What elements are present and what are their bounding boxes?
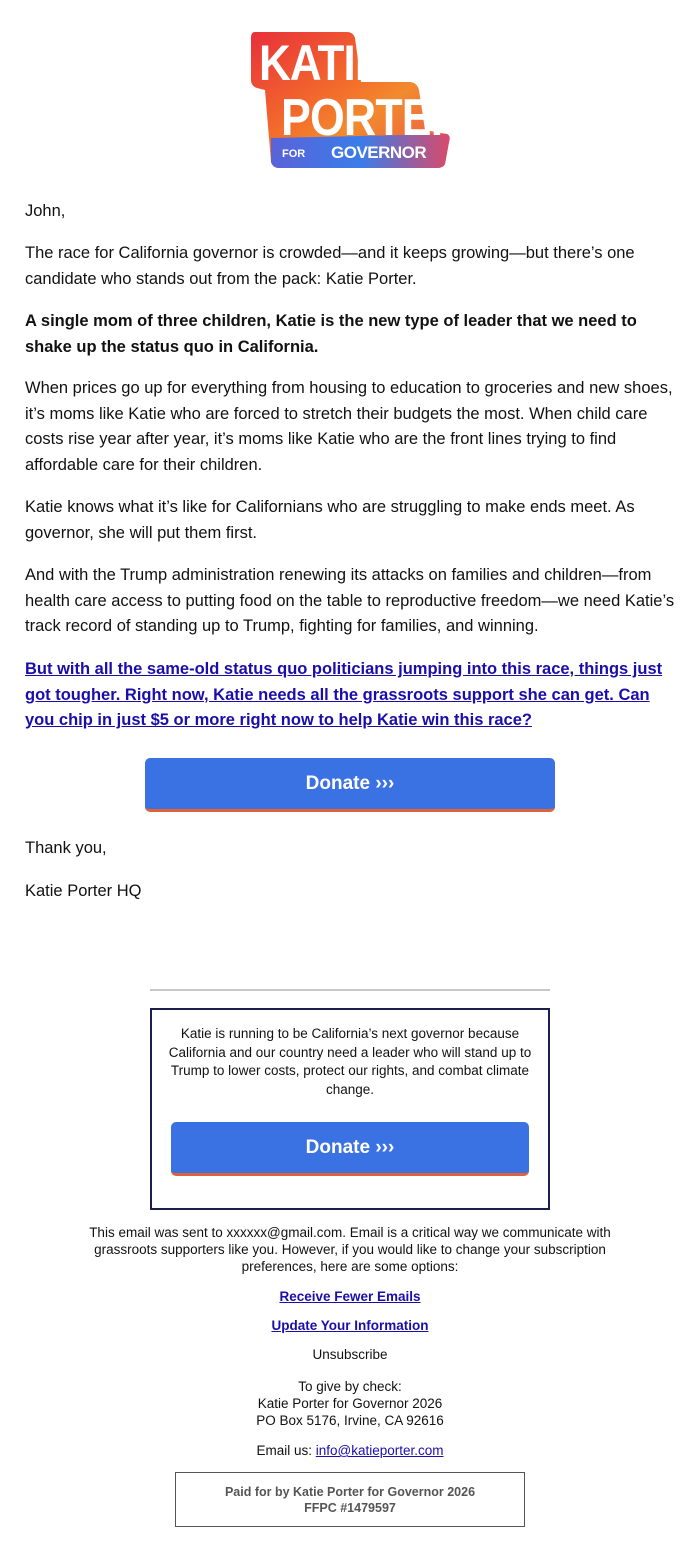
greeting: John, xyxy=(25,202,66,220)
email-us-link[interactable]: info@katieporter.com xyxy=(315,1443,444,1458)
check-address: PO Box 5176, Irvine, CA 92616 xyxy=(256,1413,444,1428)
paid-for-line: Paid for by Katie Porter for Governor 2026 xyxy=(224,1485,476,1499)
logo-word-governor: GOVERNOR xyxy=(331,143,427,162)
paragraph-5: And with the Trump administration renewing its attacks on families and children—from health care access to putting food on the table to reproductive freedom—we need Katie’s track record of standing up to Trump, fighting for families, and winning. xyxy=(25,566,675,635)
footer-divider xyxy=(150,989,550,991)
ffpc-number: FFPC #1479597 xyxy=(304,1501,396,1515)
paid-for-disclaimer xyxy=(175,1472,525,1527)
donate-button-label: Donate ››› xyxy=(305,772,395,794)
paragraph-1: The race for California governor is crowded—and it keeps growing—but there’s one candidate who stands out from the pack: Katie Porter. xyxy=(25,244,635,288)
logo-word-for: FOR xyxy=(282,148,306,160)
paragraph-4: Katie knows what it’s like for Californians who are struggling to make ends meet. As governor, she will put them first. xyxy=(25,498,635,542)
email-us-label: Email us: xyxy=(256,1443,316,1458)
donation-appeal-link[interactable]: But with all the same-old status quo politicians jumping into this race, things just got tougher. Right now, Katie needs all the grassroots support she can get. Can you chip in just $5 or more right now to help Katie win this race? xyxy=(25,660,663,729)
logo-word-porter: PORTER xyxy=(281,89,463,147)
signature: Katie Porter HQ xyxy=(25,882,142,900)
footer-donate-button[interactable] xyxy=(171,1122,529,1176)
check-payee: Katie Porter for Governor 2026 xyxy=(257,1396,443,1411)
closing-thanks: Thank you, xyxy=(25,839,107,857)
update-information-link[interactable]: Update Your Information xyxy=(271,1318,429,1333)
subscription-notice: This email was sent to xxxxxx@gmail.com. Email is a critical way we communicate with grassroots supporters like you. However, if you would like to change your subscription preferences, here are some options: xyxy=(89,1225,611,1274)
receive-fewer-emails-row xyxy=(60,1288,640,1305)
logo-word-katie: KATIE xyxy=(259,35,384,91)
check-instructions: To give by check: xyxy=(298,1379,402,1394)
paragraph-3: When prices go up for everything from housing to education to groceries and new shoes, it’s moms like Katie who are forced to stretch their budgets the most. When child care costs rise year after year, it’s moms like Katie who are the front lines trying to find affordable care for their children. xyxy=(25,379,673,474)
donation-appeal-paragraph xyxy=(25,657,675,734)
footer-box-text: Katie is running to be California’s next governor because California and our country need a leader who will stand up to Trump to lower costs, protect our rights, and combat climate change. xyxy=(168,1026,532,1097)
paragraph-2-bold: A single mom of three children, Katie is the new type of leader that we need to shake up the status quo in California. xyxy=(25,312,637,356)
receive-fewer-emails-link[interactable]: Receive Fewer Emails xyxy=(279,1289,421,1304)
unsubscribe-link[interactable]: Unsubscribe xyxy=(312,1347,388,1362)
update-information-row xyxy=(60,1317,640,1334)
footer-donate-button-label: Donate ››› xyxy=(305,1136,395,1158)
email-us-row xyxy=(60,1442,640,1459)
donate-button[interactable] xyxy=(145,758,555,812)
katie-porter-logo xyxy=(249,30,463,170)
